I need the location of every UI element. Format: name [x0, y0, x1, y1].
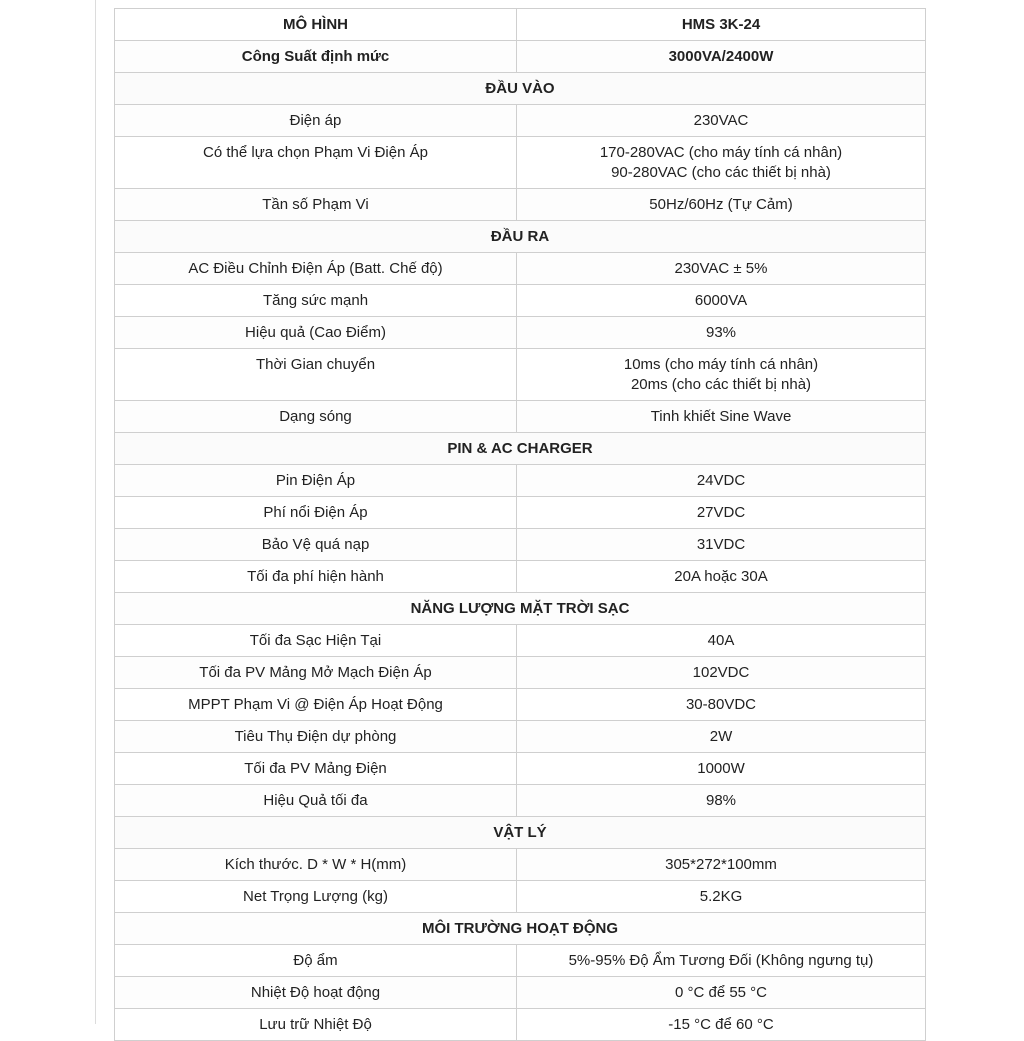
row-label: Thời Gian chuyển — [115, 349, 517, 401]
table-row — [115, 349, 926, 401]
row-value: 230VAC ± 5% — [517, 253, 926, 285]
row-value — [517, 349, 926, 401]
row-value: 30-80VDC — [517, 689, 926, 721]
table-row — [115, 625, 926, 657]
row-value: 50Hz/60Hz (Tự Cảm) — [517, 189, 926, 221]
model-label: MÔ HÌNH — [115, 9, 517, 41]
section-solar — [115, 593, 926, 625]
section-physical — [115, 817, 926, 849]
row-value-line: 90-280VAC (cho các thiết bị nhà) — [611, 164, 831, 181]
table-row — [115, 753, 926, 785]
page-divider — [95, 0, 96, 1024]
row-label: Tiêu Thụ Điện dự phòng — [115, 721, 517, 753]
table-row — [115, 317, 926, 349]
row-value: 5.2KG — [517, 881, 926, 913]
row-label: Kích thước. D * W * H(mm) — [115, 849, 517, 881]
row-value — [517, 137, 926, 189]
table-row — [115, 1009, 926, 1041]
table-row — [115, 881, 926, 913]
table-row — [115, 105, 926, 137]
table-header-row — [115, 9, 926, 41]
row-label: MPPT Phạm Vi @ Điện Áp Hoạt Động — [115, 689, 517, 721]
row-label: Pin Điện Áp — [115, 465, 517, 497]
table-row — [115, 561, 926, 593]
table-row — [115, 137, 926, 189]
table-row — [115, 285, 926, 317]
row-label: Lưu trữ Nhiệt Độ — [115, 1009, 517, 1041]
section-title: ĐẦU VÀO — [115, 73, 926, 105]
section-title: PIN & AC CHARGER — [115, 433, 926, 465]
row-label: Tăng sức mạnh — [115, 285, 517, 317]
row-value: 20A hoặc 30A — [517, 561, 926, 593]
row-label: Tần số Phạm Vi — [115, 189, 517, 221]
row-value-line: 170-280VAC (cho máy tính cá nhân) — [599, 144, 843, 161]
row-value: 102VDC — [517, 657, 926, 689]
row-label: Phí nổi Điện Áp — [115, 497, 517, 529]
table-row — [115, 41, 926, 73]
section-input — [115, 73, 926, 105]
row-value: Tinh khiết Sine Wave — [517, 401, 926, 433]
row-label: Net Trọng Lượng (kg) — [115, 881, 517, 913]
row-label: Tối đa PV Mảng Mở Mạch Điện Áp — [115, 657, 517, 689]
section-title: VẬT LÝ — [115, 817, 926, 849]
row-label: Hiệu quả (Cao Điểm) — [115, 317, 517, 349]
row-label: Tối đa phí hiện hành — [115, 561, 517, 593]
row-value: 27VDC — [517, 497, 926, 529]
row-value: -15 °C để 60 °C — [517, 1009, 926, 1041]
section-title: MÔI TRƯỜNG HOẠT ĐỘNG — [115, 913, 926, 945]
row-label: Điện áp — [115, 105, 517, 137]
row-value-line: 10ms (cho máy tính cá nhân) — [623, 356, 819, 373]
table-row — [115, 849, 926, 881]
row-label: Tối đa Sạc Hiện Tại — [115, 625, 517, 657]
model-value: HMS 3K-24 — [517, 9, 926, 41]
row-value: 305*272*100mm — [517, 849, 926, 881]
section-output — [115, 221, 926, 253]
table-row — [115, 401, 926, 433]
row-value: 31VDC — [517, 529, 926, 561]
row-value: 98% — [517, 785, 926, 817]
row-label: Tối đa PV Mảng Điện — [115, 753, 517, 785]
section-battery — [115, 433, 926, 465]
row-value-line: 20ms (cho các thiết bị nhà) — [630, 376, 812, 393]
table-row — [115, 465, 926, 497]
section-title: NĂNG LƯỢNG MẶT TRỜI SẠC — [115, 593, 926, 625]
row-label: Nhiệt Độ hoạt động — [115, 977, 517, 1009]
table-row — [115, 657, 926, 689]
row-label: Bảo Vệ quá nạp — [115, 529, 517, 561]
row-label: Có thể lựa chọn Phạm Vi Điện Áp — [115, 137, 517, 189]
table-row — [115, 721, 926, 753]
row-value: 6000VA — [517, 285, 926, 317]
table-row — [115, 253, 926, 285]
row-value: 5%-95% Độ Ẩm Tương Đối (Không ngưng tụ) — [517, 945, 926, 977]
row-value: 40A — [517, 625, 926, 657]
section-environment — [115, 913, 926, 945]
table-row — [115, 497, 926, 529]
row-value: 2W — [517, 721, 926, 753]
row-label: AC Điều Chỉnh Điện Áp (Batt. Chế độ) — [115, 253, 517, 285]
table-row — [115, 977, 926, 1009]
table-row — [115, 945, 926, 977]
spec-table — [114, 8, 926, 1041]
rated-power-label: Công Suất định mức — [115, 41, 517, 73]
row-value: 1000W — [517, 753, 926, 785]
table-row — [115, 689, 926, 721]
row-label: Dạng sóng — [115, 401, 517, 433]
row-label: Hiệu Quả tối đa — [115, 785, 517, 817]
rated-power-value: 3000VA/2400W — [517, 41, 926, 73]
table-row — [115, 189, 926, 221]
row-value: 0 °C để 55 °C — [517, 977, 926, 1009]
row-label: Độ ẩm — [115, 945, 517, 977]
row-value: 230VAC — [517, 105, 926, 137]
row-value: 93% — [517, 317, 926, 349]
table-row — [115, 529, 926, 561]
row-value: 24VDC — [517, 465, 926, 497]
section-title: ĐẦU RA — [115, 221, 926, 253]
table-row — [115, 785, 926, 817]
